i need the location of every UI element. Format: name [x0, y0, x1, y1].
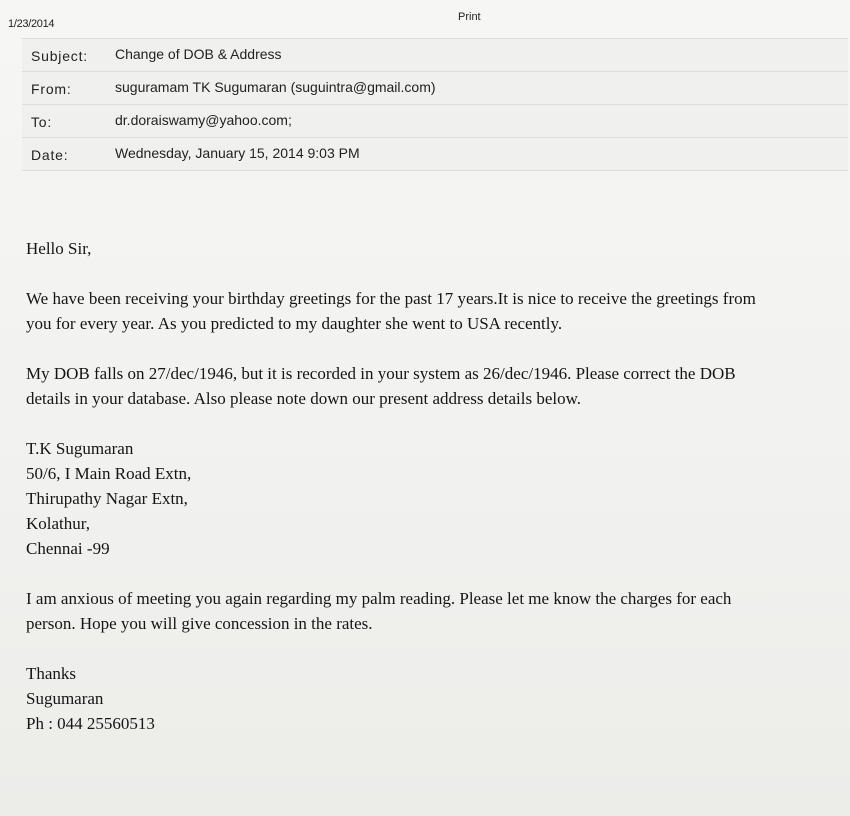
greeting: Hello Sir,: [26, 239, 92, 258]
subject-label: Subject:: [31, 48, 88, 64]
para1-line1: We have been receiving your birthday greetings for the past 17 years.It is nice to receive the greetings from: [26, 289, 756, 308]
signoff-name: Sugumaran: [26, 689, 104, 708]
address-line4: Kolathur,: [26, 514, 90, 533]
to-row: [22, 104, 848, 137]
address-line5: Chennai -99: [26, 539, 110, 558]
to-label: To:: [31, 114, 53, 130]
signoff-phone: Ph : 044 25560513: [26, 714, 155, 733]
email-body: [26, 236, 846, 736]
date-label: Date:: [31, 147, 69, 163]
date-value: Wednesday, January 15, 2014 9:03 PM: [115, 145, 360, 161]
date-row: [22, 137, 848, 171]
to-value: dr.doraiswamy@yahoo.com;: [115, 112, 292, 128]
para2-line2: details in your database. Also please note down our present address details below.: [26, 389, 582, 408]
signoff-thanks: Thanks: [26, 664, 77, 683]
print-label: Print: [458, 11, 481, 23]
from-label: From:: [31, 81, 72, 97]
subject-value: Change of DOB & Address: [115, 46, 282, 62]
para3-line2: person. Hope you will give concession in the rates.: [26, 614, 373, 633]
address-line1: T.K Sugumaran: [26, 439, 134, 458]
print-date: 1/23/2014: [8, 18, 55, 30]
para1-line2: you for every year. As you predicted to my daughter she went to USA recently.: [26, 314, 563, 333]
email-header: [22, 38, 848, 171]
para3-line1: I am anxious of meeting you again regarding my palm reading. Please let me know the charges for each: [26, 589, 732, 608]
address-line2: 50/6, I Main Road Extn,: [26, 464, 192, 483]
subject-row: [22, 38, 848, 71]
para2-line1: My DOB falls on 27/dec/1946, but it is recorded in your system as 26/dec/1946. Please correct the DOB: [26, 364, 736, 383]
from-row: [22, 71, 848, 104]
address-line3: Thirupathy Nagar Extn,: [26, 489, 188, 508]
from-value: suguramam TK Sugumaran (suguintra@gmail.com): [115, 79, 436, 95]
